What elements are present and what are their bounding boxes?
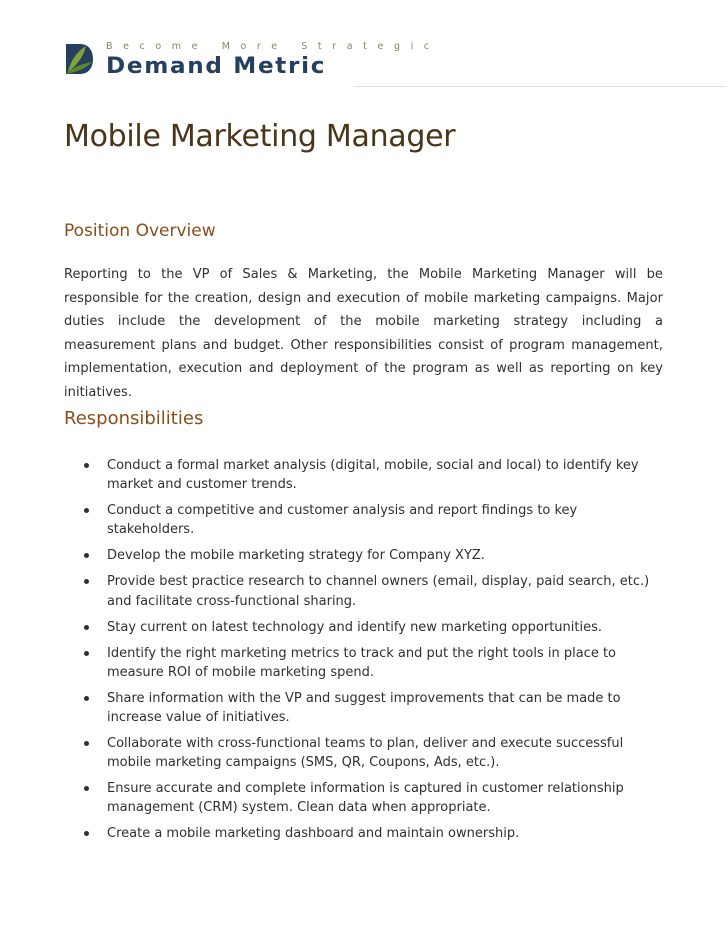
responsibilities-list: [80, 456, 650, 850]
list-item: [80, 689, 650, 727]
bullet-icon: [84, 696, 89, 701]
list-item: [80, 501, 650, 539]
list-item-text: Collaborate with cross-functional teams to plan, deliver and execute successful mobile marketing campaigns (SMS, QR, Coupons, Ads, etc.).: [107, 736, 624, 771]
list-item-text: Conduct a competitive and customer analysis and report findings to key stakeholders.: [107, 503, 578, 538]
bullet-icon: [84, 463, 89, 468]
list-item: [80, 734, 650, 772]
demand-metric-logo-icon: [64, 42, 94, 76]
list-item: [80, 618, 650, 637]
list-item-text: Identify the right marketing metrics to track and put the right tools in place to measure ROI of mobile marketing spend.: [107, 645, 617, 680]
list-item-text: Ensure accurate and complete information is captured in customer relationship management (CRM) system. Clean data when appropriate.: [107, 781, 624, 816]
list-item-text: Stay current on latest technology and identify new marketing opportunities.: [107, 619, 602, 635]
list-item-text: Create a mobile marketing dashboard and maintain ownership.: [107, 826, 520, 842]
bullet-icon: [84, 651, 89, 656]
brand-name: Demand Metric: [106, 54, 327, 79]
document-header: [64, 36, 664, 88]
list-item: [80, 456, 650, 494]
list-item: [80, 779, 650, 817]
list-item-text: Share information with the VP and suggest improvements that can be made to increase value of initiatives.: [107, 690, 621, 726]
bullet-icon: [84, 553, 89, 558]
overview-heading: Position Overview: [64, 221, 216, 241]
list-item-text: Develop the mobile marketing strategy for Company XYZ.: [107, 548, 485, 564]
list-item: [80, 824, 650, 843]
list-item: [80, 644, 650, 682]
bullet-icon: [84, 579, 89, 584]
list-item: [80, 546, 650, 565]
list-item-text: Provide best practice research to channel owners (email, display, paid search, etc.) and facilitate cross-functional sharing.: [107, 574, 650, 609]
bullet-icon: [84, 786, 89, 791]
brand-tagline: Become More Strategic: [106, 41, 440, 52]
responsibilities-heading: Responsibilities: [64, 408, 204, 429]
list-item: [80, 572, 650, 610]
list-item-text: Conduct a formal market analysis (digital, mobile, social and local) to identify key market and customer trends.: [107, 458, 639, 493]
bullet-icon: [84, 508, 89, 513]
overview-paragraph: Reporting to the VP of Sales & Marketing, the Mobile Marketing Manager will be responsible for the creation, design and execution of mobile marketing campaigns. Major duties include the development of the mobile marketing strategy including a measurement plans and budget. Other responsibilities consist of program management, implementation, execution and deployment of the program as well as reporting on key initiatives.: [64, 267, 663, 400]
header-divider: [354, 86, 726, 87]
bullet-icon: [84, 625, 89, 630]
bullet-icon: [84, 831, 89, 836]
page-title: Mobile Marketing Manager: [64, 119, 456, 154]
bullet-icon: [84, 741, 89, 746]
